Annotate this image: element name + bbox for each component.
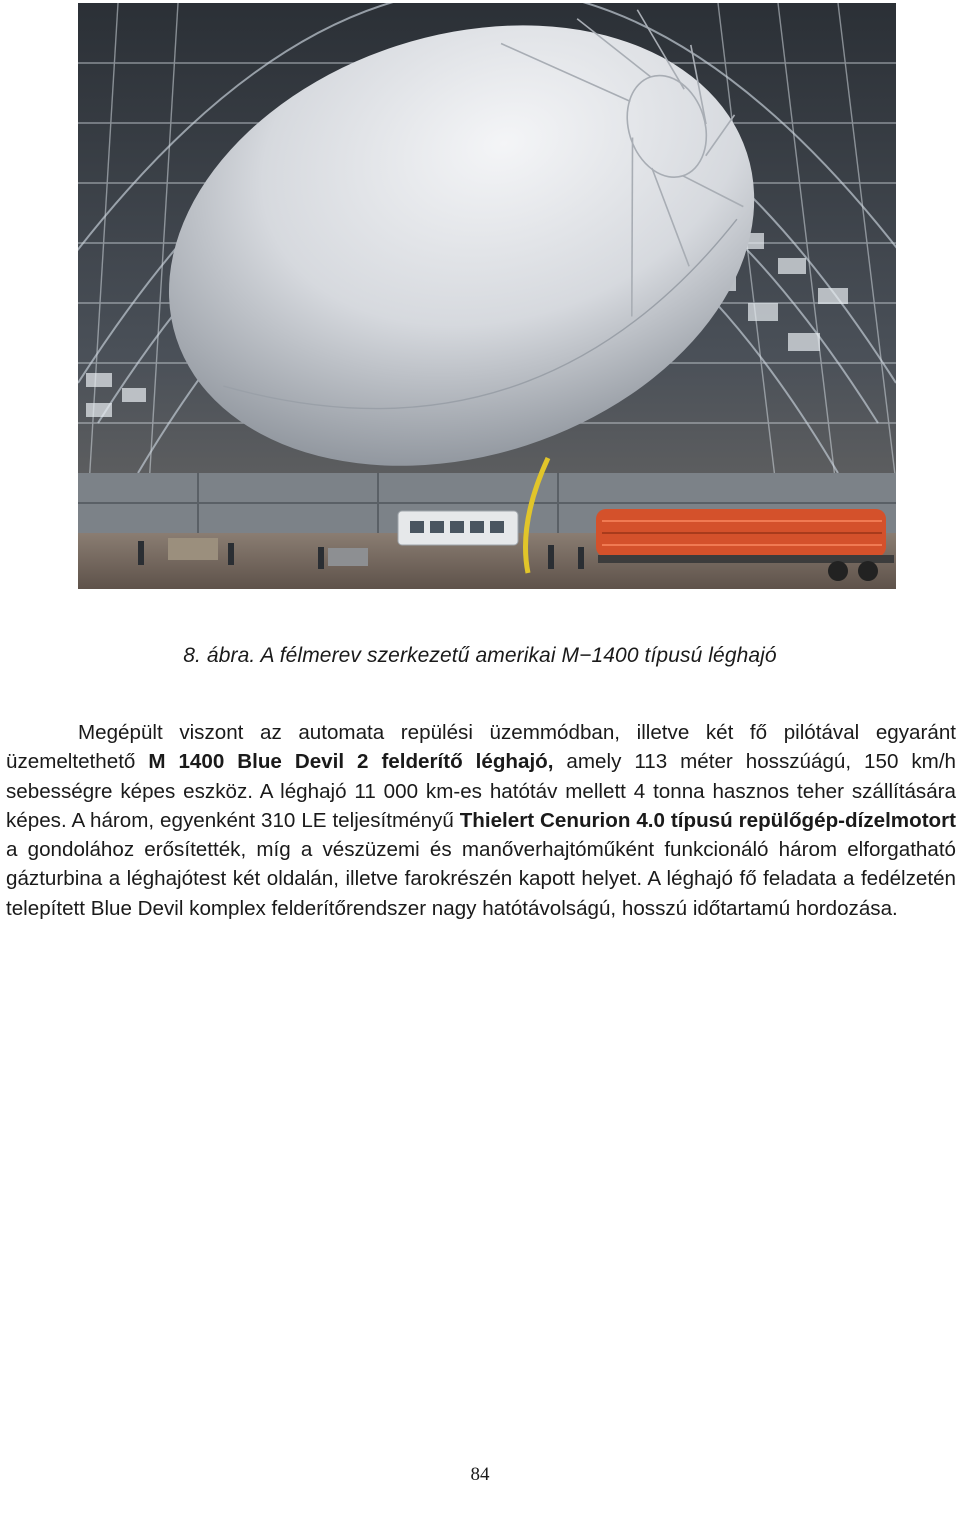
engine-name-bold: Thielert Cenurion 4.0 típusú repülőgép-dízelmotort xyxy=(459,808,956,832)
figure-caption: 8. ábra. A félmerev szerkezetű amerikai M−1400 típusú léghajó xyxy=(183,644,777,667)
paragraph-text-2: amely 113 méter hosszúágú, 150 km/h sebességre képes eszköz. A léghajó 11 000 km-es hatótáv mellett 4 tonna hasznos teher szállítására képes. A három, egyenként 310 LE teljesítményű xyxy=(6,750,956,832)
paragraph-text-3: a gondolához erősítették, míg a vészüzemi és manőverhajtóműként funkcionáló három elforgatható gázturbina a léghajótest két oldalán, illetve farokrészén kapott helyet. A léghajó fő feladata a fedélzetén telepített Blue Devil komplex felderítőrendszer nagy hatótávolságú, hosszú időtartamú hordozása. xyxy=(6,838,956,920)
body-text xyxy=(6,718,956,923)
airship-name-bold: M 1400 Blue Devil 2 felderítő léghajó, xyxy=(148,750,554,774)
page-number: 84 xyxy=(470,1464,490,1485)
paragraph-text-1: Megépült viszont az automata repülési üzemmódban, illetve két fő pilótával egyaránt üzemeltethető xyxy=(6,721,956,774)
airship-hangar-illustration xyxy=(78,3,896,589)
paragraph xyxy=(6,718,956,923)
airship-photo xyxy=(78,3,896,589)
